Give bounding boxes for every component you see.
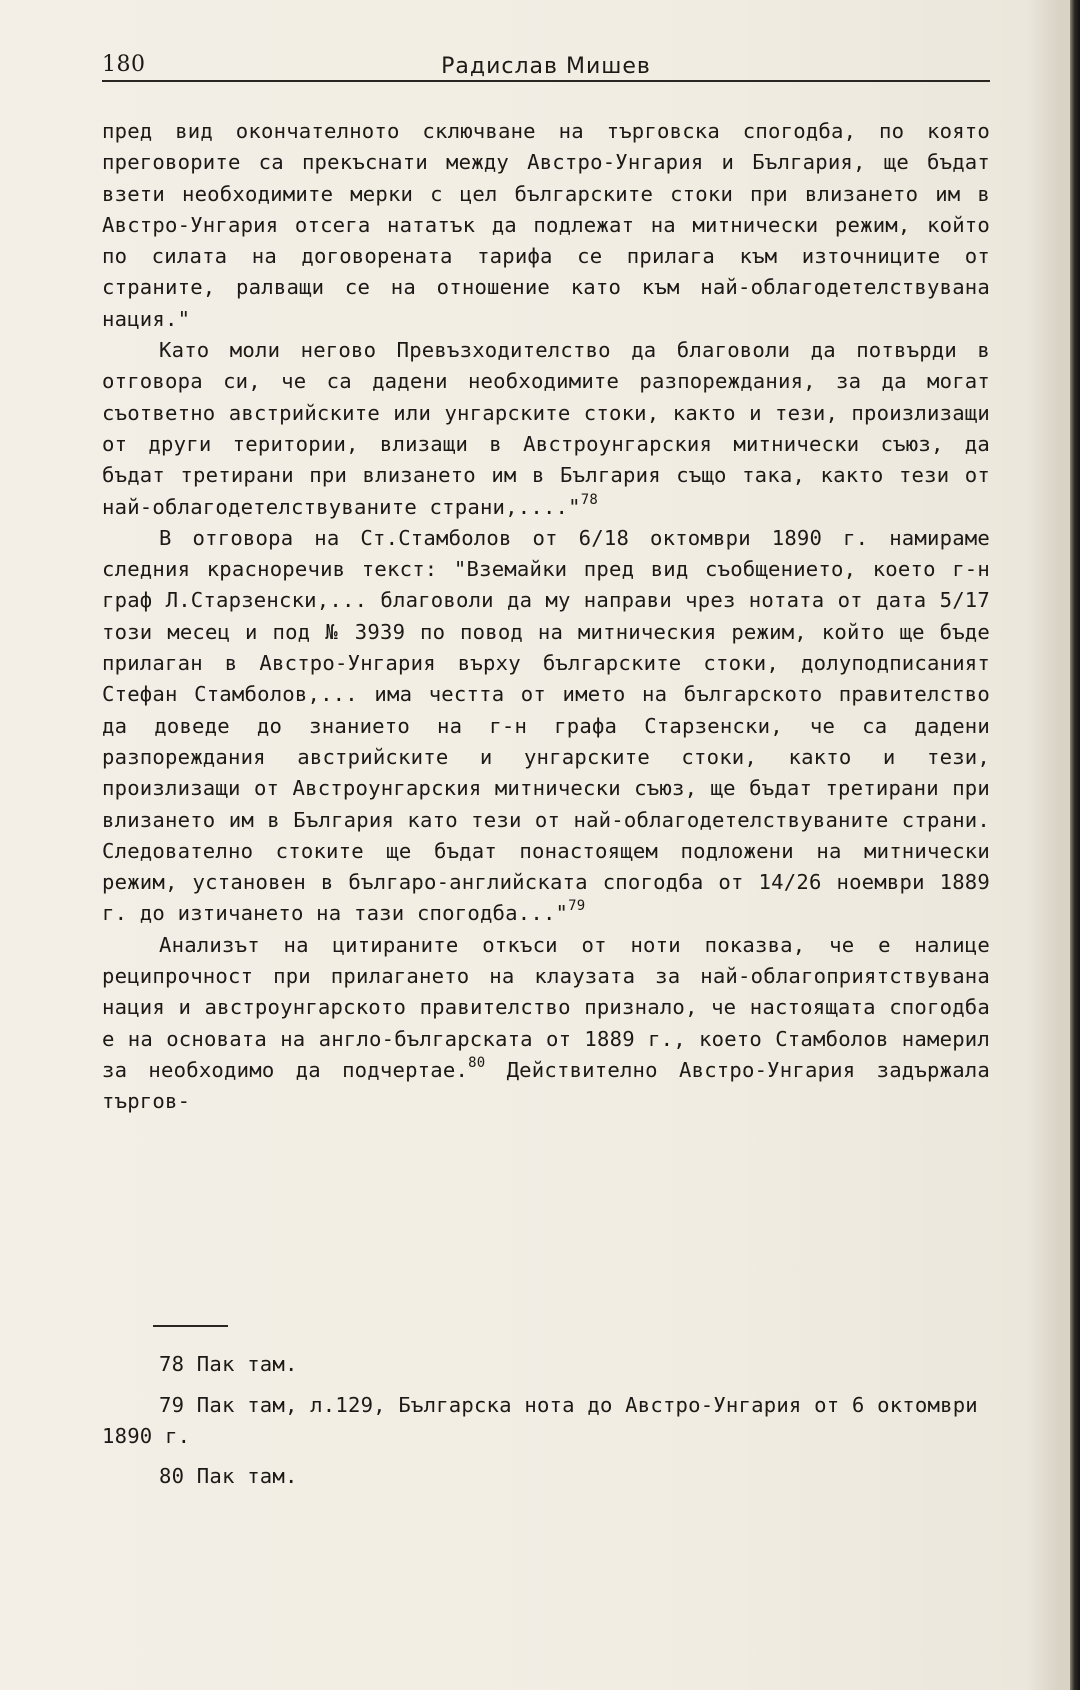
body-text <box>102 116 990 1118</box>
page-edge-shadow <box>1070 0 1080 1690</box>
paragraph-1 <box>102 116 990 335</box>
header-rule <box>102 80 990 82</box>
paragraph-1-text: пред вид окончателното сключване на търговска спогодба, по която преговорите са прекъснати между Австро-Унгария и България, ще бъдат взети необходимите мерки с цел българските стоки при влизането им в Австро-Унгария отсега нататък да подлежат на митнически режим, който по силата на договорената тарифа се прилага към източниците от страните, ралващи се на отношение като към най-облагодетелствувана нация." <box>102 119 990 331</box>
paragraph-4-text-continued: Действително Австро-Унгария задържала търгов- <box>102 1057 990 1114</box>
footnote-79: 79 Пак там, л.129, Българска нота до Австро-Унгария от 6 октомври 1890 г. <box>102 1393 978 1449</box>
paragraph-3 <box>102 523 990 930</box>
footnote-80: 80 Пак там. <box>159 1464 298 1488</box>
paragraph-4-text: Анализът на цитираните откъси от ноти показва, че е налице реципрочност при прилагането на клаузата за най-облагоприятствувана нация и австроунгарското правителство признало, че настоящата спогодба е на основата на англо-българската от 1889 г., което Стамболов намерил за необходимо да подчертае. <box>102 932 990 1082</box>
footnote-rule <box>153 1325 228 1327</box>
paragraph-2 <box>102 335 990 523</box>
running-head: Радислав Мишев <box>441 54 651 79</box>
footnote-ref-80: 80 <box>468 1054 486 1071</box>
paragraph-4 <box>102 930 990 1118</box>
footnote-ref-79: 79 <box>568 898 586 915</box>
footnote-ref-78: 78 <box>580 491 599 508</box>
paragraph-2-text: Като моли негово Превъзходителство да благоволи да потвърди в отговора си, че са дадени необходимите разпореждания, за да могат съответно австрийските или унгарските стоки, както и тези, произлизащи от други територии, влизащи в Австроунгарския митнически съюз, да бъдат третирани при влизането им в България също така, както тези от най-облагодетелствуваните страни,...." <box>102 338 990 519</box>
footnote-78: 78 Пак там. <box>159 1352 298 1376</box>
page-number: 180 <box>102 52 146 77</box>
paragraph-3-text: В отговора на Ст.Стамболов от 6/18 октомври 1890 г. намираме следния красноречив текст: "Вземайки пред вид съобщението, което г-н граф Л.Старзенски,... благоволи да му направи чрез нотата от дата 5/17 този месец и под № 3939 по повод на митническия режим, който ще бъде прилаган в Австро-Унгария върху българските стоки, долуподписаният Стефан Стамболов,... има честта от името на българското правителство да доведе до знанието на г-н графа Старзенски, че са дадени разпореждания австрийските и унгарските стоки, както и тези, произлизащи от Австроунгарския митнически съюз, ще бъдат третирани при влизането им в България като тези от най-облагодетелствуваните страни. Следователно стоките ще бъдат понастоящем подложени на митнически режим, установен в българо-английската спогодба от 14/26 ноември 1889 г. до изтичането на тази спогодба..." <box>102 525 990 926</box>
